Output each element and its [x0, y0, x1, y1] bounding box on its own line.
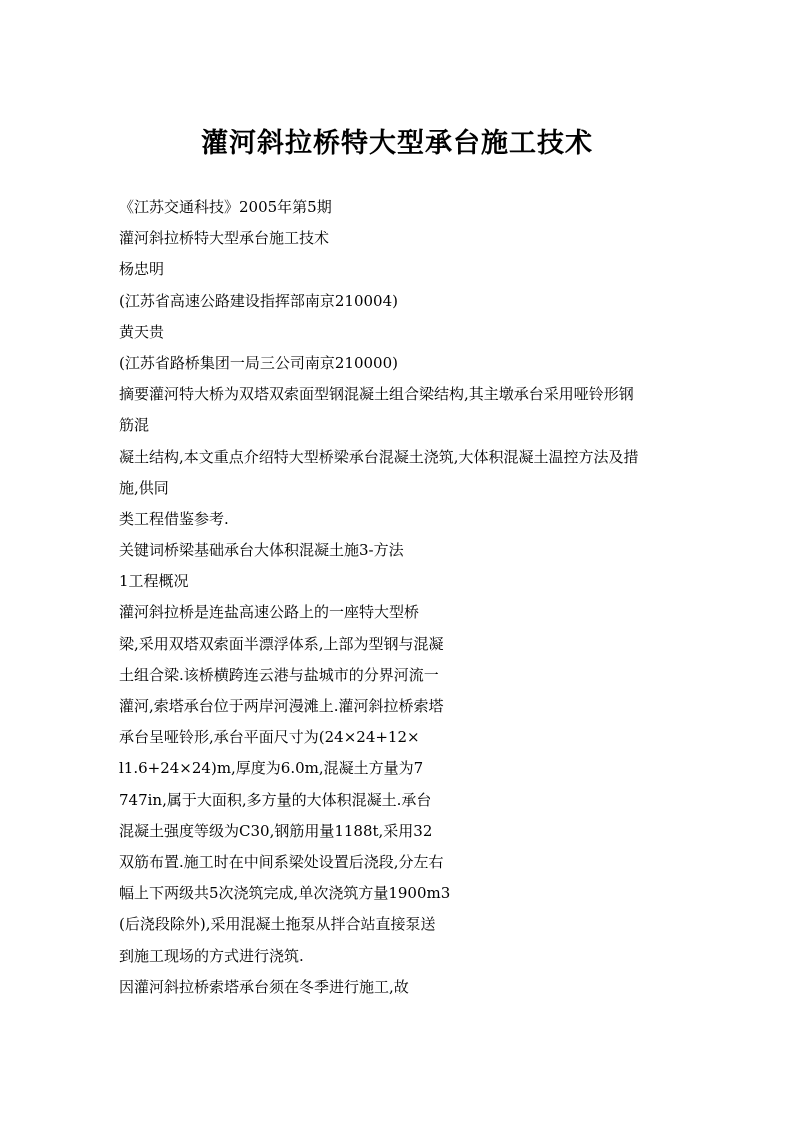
text-line-paragraph: 灌河,索塔承台位于两岸河漫滩上.灌河斜拉桥索塔: [119, 697, 444, 715]
text-line-abstract: 施,供同: [119, 478, 169, 497]
text-line-paragraph: 土组合梁.该桥横跨连云港与盐城市的分界河流一: [119, 665, 439, 684]
text-line-paragraph: 混凝土强度等级为C30,钢筋用量1188t,采用32: [119, 821, 433, 840]
text-line-paragraph: 747in,属于大面积,多方量的大体积混凝土.承台: [119, 790, 432, 809]
text-line-paragraph: 承台呈哑铃形,承台平面尺寸为(24×24+12×: [119, 728, 420, 747]
text-line-paragraph: 梁,采用双塔双索面半漂浮体系,上部为型钢与混凝: [119, 634, 444, 653]
text-line-paragraph: 因灌河斜拉桥索塔承台须在冬季进行施工,故: [119, 977, 409, 996]
text-line-abstract: 筋混: [119, 416, 150, 435]
text-line-paragraph: 幅上下两级共5次浇筑完成,单次浇筑方量1900m3: [119, 884, 451, 903]
text-line-abstract: 摘要灌河特大桥为双塔双索面型钢混凝土组合梁结构,其主墩承台采用哑铃形钢: [119, 385, 634, 404]
section-heading: 1工程概况: [119, 572, 189, 591]
text-line-abstract: 类工程借鉴参考.: [119, 509, 229, 528]
text-line-source: 《江苏交通科技》2005年第5期: [119, 198, 332, 216]
document-title: 灌河斜拉桥特大型承台施工技术: [201, 128, 593, 159]
text-line-paragraph: 灌河斜拉桥是连盐高速公路上的一座特大型桥: [119, 603, 420, 622]
document-body: [119, 192, 689, 1003]
text-line-author-1: 杨忠明: [119, 260, 165, 279]
text-line-paragraph: l1.6+24×24)m,厚度为6.0m,混凝土方量为7: [119, 759, 424, 778]
text-line-article-title: 灌河斜拉桥特大型承台施工技术: [119, 229, 330, 248]
text-line-author-2: 黄天贵: [119, 322, 165, 341]
text-line-keywords: 关键词桥梁基础承台大体积混凝土施3-方法: [119, 541, 404, 560]
text-line-affiliation-1: (江苏省高速公路建设指挥部南京210004): [119, 291, 398, 310]
text-line-affiliation-2: (江苏省路桥集团一局三公司南京210000): [119, 353, 398, 372]
text-line-paragraph: 到施工现场的方式进行浇筑.: [119, 946, 304, 965]
text-line-paragraph: 双筋布置.施工时在中间系梁处设置后浇段,分左右: [119, 852, 444, 871]
text-line-abstract: 凝土结构,本文重点介绍特大型桥梁承台混凝土浇筑,大体积混凝土温控方法及措: [119, 447, 639, 466]
text-line-paragraph: (后浇段除外),采用混凝土拖泵从拌合站直接泵送: [119, 915, 436, 934]
